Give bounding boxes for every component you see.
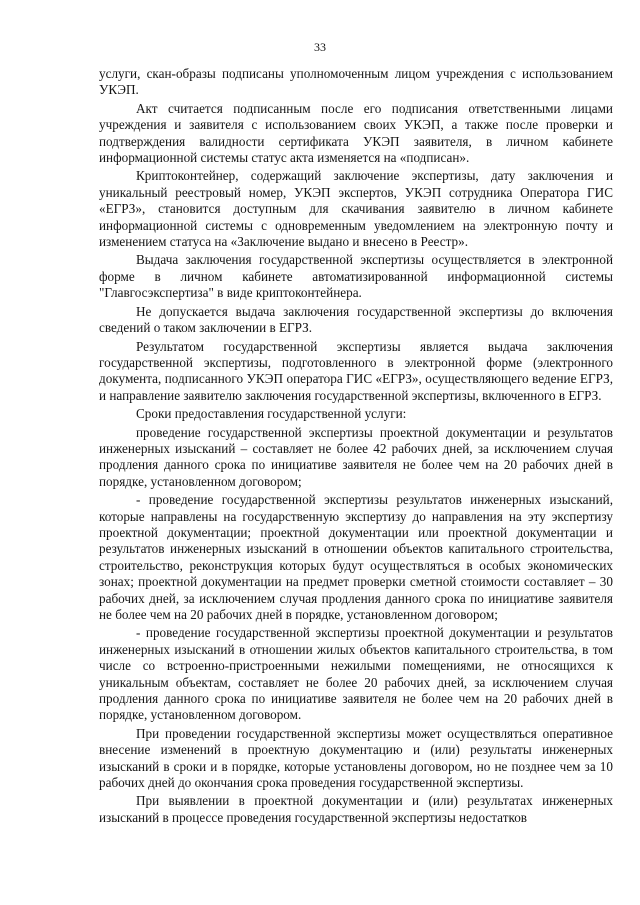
paragraph: Сроки предоставления государственной услуги: <box>136 406 407 422</box>
body-text <box>99 66 613 828</box>
paragraph: услуги, скан-образы подписаны уполномоченным лицом учреждения с использованием УКЭП. <box>99 66 613 98</box>
paragraph: Криптоконтейнер, содержащий заключение экспертизы, дату заключения и уникальный реестровый номер, УКЭП экспертов, УКЭП сотрудника Оператора ГИС «ЕГРЗ», становится доступным для скачивания заявителю в личном кабинете информационной системы с одновременным уведомлением на электронную почту и изменением статуса на «Заключение выдано и внесено в Реестр». <box>99 168 613 250</box>
paragraph: Акт считается подписанным после его подписания ответственными лицами учреждения и заявителя с использованием своих УКЭП, а также после проверки и подтверждения валидности сертификата УКЭП заявителя, в личном кабинете информационной системы статус акта изменяется на «подписан». <box>99 100 613 166</box>
paragraph: Не допускается выдача заключения государственной экспертизы до включения сведений о таком заключении в ЕГРЗ. <box>99 303 613 336</box>
paragraph: Выдача заключения государственной экспертизы осуществляется в электронной форме в личном кабинете автоматизированной информационной системы "Главгосэкспертиза" в виде криптоконтейнера. <box>99 252 613 301</box>
list-item: - проведение государственной экспертизы результатов инженерных изысканий, которые направлены на государственную экспертизу до направления на эту экспертизу проектной документации; проектной документации или проектной документации и результатов инженерных изысканий в отношении объектов капитального строительства, строительство, реконструкция которых будут осуществляться в особых экономических зонах; проектной документации на предмет проверки сметной стоимости составляет – 30 рабочих дней, за исключением случая продления данного срока по инициативе заявителя не более чем на 20 рабочих дней в порядке, установленном договором; <box>99 492 613 622</box>
page-number: 33 <box>314 40 326 54</box>
list-item: - проведение государственной экспертизы проектной документации и результатов инженерных изысканий в отношении жилых объектов капитального строительства, в том числе со встроенно-пристроенными нежилыми помещениями, не относящихся к уникальным объектам, составляет не более 20 рабочих дней, за исключением случая продления данного срока по инициативе заявителя не более чем на 20 рабочих дней в порядке, установленном договором. <box>99 625 613 723</box>
paragraph: При выявлении в проектной документации и (или) результатах инженерных изысканий в процессе проведения государственной экспертизы недостатков <box>99 793 613 825</box>
paragraph: При проведении государственной экспертизы может осуществляться оперативное внесение изменений в проектную документацию и (или) результаты инженерных изысканий в сроки и в порядке, которые установлены договором, но не позднее чем за 10 рабочих дней до окончания срока проведения государственной экспертизы. <box>99 725 613 791</box>
list-item: проведение государственной экспертизы проектной документации и результатов инженерных изысканий – составляет не более 42 рабочих дней, за исключением случая продления данного срока по инициативе заявителя не более чем на 20 рабочих дней в порядке, установленном договором; <box>99 424 613 489</box>
paragraph: Результатом государственной экспертизы является выдача заключения государственной экспертизы, подготовленного в электронной форме (электронного документа, подписанного УКЭП оператора ГИС «ЕГРЗ», осуществляющего ведение ЕГРЗ, и направление заявителю заключения государственной экспертизы, включенного в ЕГРЗ. <box>99 338 613 403</box>
